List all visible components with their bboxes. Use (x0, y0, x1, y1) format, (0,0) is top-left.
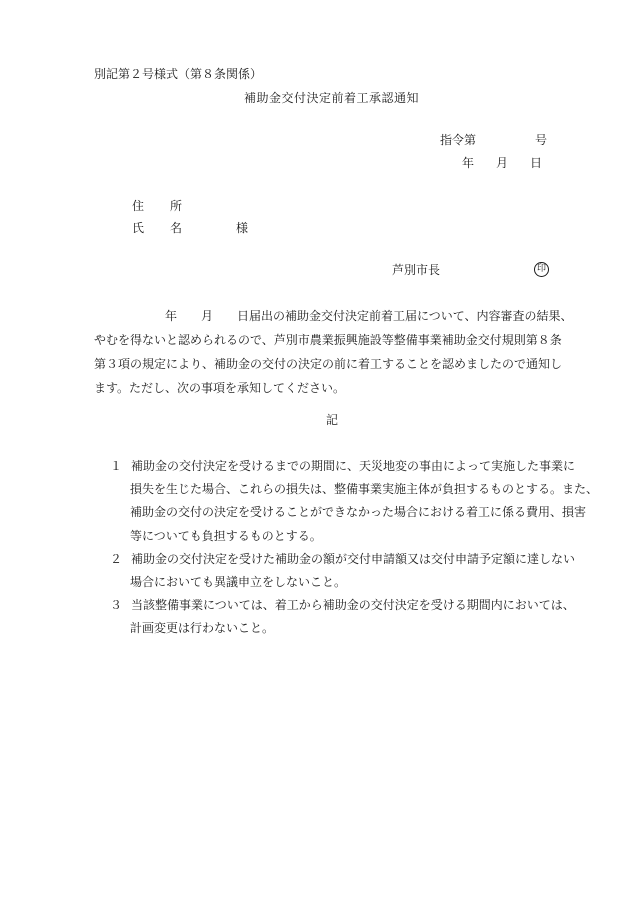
issuer-name: 芦別市長 (392, 263, 441, 277)
item-number: ２ (110, 551, 123, 566)
document-title: 補助金交付決定前着工承認通知 (244, 91, 420, 105)
item-line: 補助金の交付決定を受けた補助金の額が交付申請額又は交付申請予定額に達しない (131, 551, 576, 566)
form-label: 別記第２号様式（第８条関係） (94, 67, 263, 81)
item-line: 損失を生じた場合、これらの損失は、整備事業実施主体が負担するものとする。また、 (130, 482, 599, 497)
item-line: 場合においても異議申立をしないこと。 (130, 575, 347, 590)
order-number-row (440, 133, 548, 147)
item-number: ３ (110, 598, 123, 613)
date-month: 月 (496, 156, 509, 170)
item-number: １ (110, 459, 123, 473)
name-label-1: 氏 (132, 221, 145, 235)
address-label-2: 所 (170, 199, 183, 213)
name-label-2: 名 (170, 221, 183, 235)
order-suffix: 号 (535, 133, 548, 147)
body-line: 年 月 日届出の補助金交付決定前着工届について、内容審査の結果、 (165, 309, 573, 323)
item-line: 計画変更は行わないこと。 (130, 621, 275, 636)
item-line: 補助金の交付決定を受けるまでの期間に、天災地変の事由によって実施した事業に (131, 459, 576, 473)
item-line: 等についても負担するものとする。 (130, 528, 322, 543)
body-line: 第３項の規定により、補助金の交付の決定の前に着工することを認めましたので通知し (94, 357, 563, 371)
body-line: やむを得ないと認められるので、芦別市農業振興施設等整備事業補助金交付規則第８条 (94, 333, 562, 347)
item-line: 補助金の交付の決定を受けることができなかった場合における着工に係る費用、損害 (130, 505, 587, 520)
body-line: ます。ただし、次の事項を承知してください。 (94, 381, 346, 395)
recipient-address-label (132, 199, 183, 213)
item-line: 当該整備事業については、着工から補助金の交付決定を受ける期間内においては、 (131, 598, 575, 613)
seal-icon: 印 (534, 262, 549, 277)
date-year: 年 (462, 156, 475, 170)
condition-item-1 (110, 455, 599, 548)
address-label-1: 住 (132, 199, 145, 213)
condition-item-2 (110, 548, 590, 594)
ki-heading: 記 (326, 413, 339, 427)
order-prefix: 指令第 (440, 133, 477, 147)
honorific: 様 (236, 221, 249, 235)
recipient-name-label (132, 221, 249, 235)
conditions-list (110, 455, 599, 641)
condition-item-3 (110, 594, 590, 640)
notice-body (94, 304, 584, 400)
issue-date-row (462, 157, 542, 169)
date-day: 日 (530, 156, 543, 170)
